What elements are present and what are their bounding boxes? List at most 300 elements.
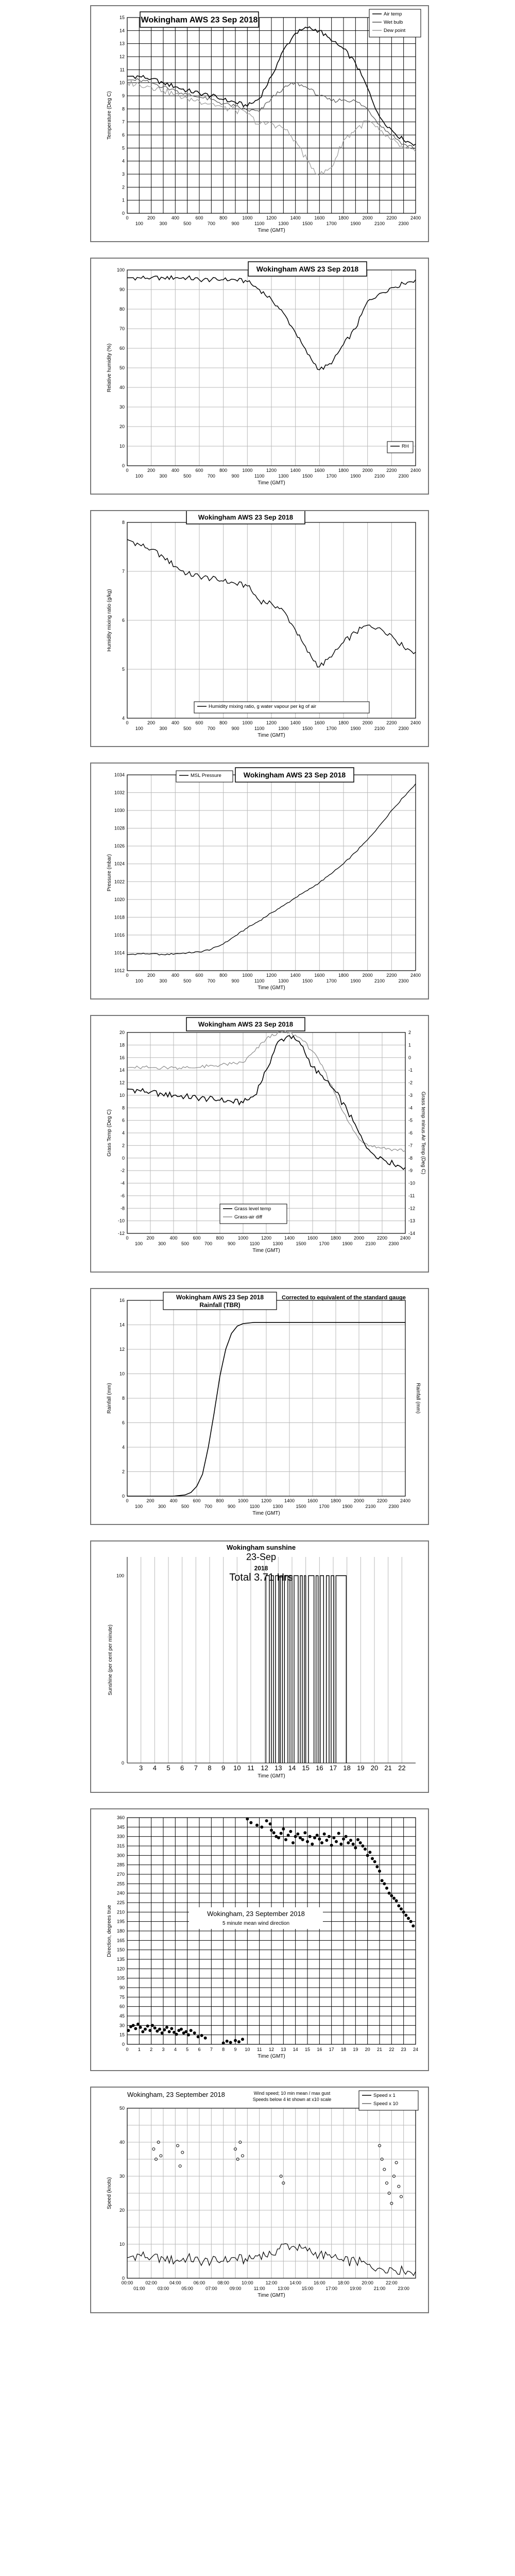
y2-tick-label: -4 bbox=[408, 1105, 413, 1111]
x-tick-label: 18 bbox=[343, 1764, 351, 1772]
chart-title: Wokingham AWS 23 Sep 2018 bbox=[256, 264, 359, 273]
y-tick-label: 165 bbox=[116, 1938, 125, 1943]
x-tick-label: 1400 bbox=[290, 215, 301, 221]
direction-point bbox=[378, 1870, 381, 1873]
direction-point bbox=[265, 1819, 268, 1822]
legend bbox=[369, 9, 421, 37]
x-tick-label: 500 bbox=[183, 978, 192, 984]
direction-point bbox=[296, 1833, 299, 1836]
direction-point bbox=[280, 1832, 283, 1835]
direction-point bbox=[364, 1848, 367, 1851]
x-tick-label: 1200 bbox=[261, 1235, 272, 1241]
x-tick-label: 9 bbox=[221, 1764, 226, 1772]
x-axis-label: Time (GMT) bbox=[258, 985, 285, 991]
x-tick-label: 23:00 bbox=[398, 2286, 409, 2291]
x-tick-label: 1900 bbox=[350, 473, 361, 479]
x-tick-label: 18:00 bbox=[337, 2280, 350, 2285]
x-tick-label: 300 bbox=[159, 726, 167, 731]
x-tick-label: 3 bbox=[139, 1764, 143, 1772]
direction-point bbox=[294, 1835, 297, 1838]
x-tick-label: 23 bbox=[401, 2047, 406, 2052]
direction-point bbox=[383, 1882, 386, 1885]
x-tick-label: 15 bbox=[302, 1764, 310, 1772]
direction-point bbox=[368, 1851, 371, 1854]
y-tick-label: 30 bbox=[119, 404, 125, 410]
y-tick-label: 50 bbox=[119, 2106, 125, 2111]
x-tick-label: 1300 bbox=[278, 726, 289, 731]
direction-point bbox=[349, 1839, 352, 1842]
direction-point bbox=[342, 1838, 345, 1841]
direction-point bbox=[260, 1825, 263, 1828]
direction-point bbox=[371, 1857, 374, 1860]
direction-point bbox=[411, 1924, 415, 1927]
y-tick-label: 6 bbox=[122, 132, 125, 138]
y-axis-label: Relative humidity (%) bbox=[107, 343, 112, 393]
x-tick-label: 900 bbox=[227, 1504, 236, 1509]
direction-point bbox=[187, 2033, 190, 2037]
chart-subtitle-2: Speeds below 4 kt shown at x10 scale bbox=[252, 2097, 332, 2102]
x-tick-label: 2000 bbox=[362, 973, 373, 978]
direction-point bbox=[404, 1913, 407, 1917]
y2-tick-label: -13 bbox=[408, 1218, 416, 1224]
y-tick-label: 11 bbox=[119, 67, 125, 73]
x-tick-label: 0 bbox=[126, 1235, 129, 1241]
y-tick-label: 1022 bbox=[114, 879, 125, 885]
direction-point bbox=[388, 1892, 391, 1895]
y-tick-label: 1 bbox=[122, 197, 125, 203]
gridlines bbox=[127, 1300, 405, 1496]
x-tick-label: 2400 bbox=[410, 468, 421, 473]
x-tick-label: 1600 bbox=[307, 1498, 318, 1503]
x-tick-label: 100 bbox=[134, 1241, 143, 1246]
direction-point bbox=[400, 1907, 403, 1910]
x-tick-label: 21 bbox=[376, 2047, 383, 2052]
x-tick-label: 600 bbox=[195, 720, 203, 725]
direction-point bbox=[306, 1840, 309, 1843]
direction-point bbox=[337, 1832, 340, 1835]
x-tick-label: 300 bbox=[159, 978, 167, 984]
x-tick-label: 16 bbox=[316, 1764, 323, 1772]
x-tick-label: 2300 bbox=[388, 1241, 399, 1246]
x-tick-label: 03:00 bbox=[157, 2286, 169, 2291]
direction-point bbox=[397, 1904, 400, 1907]
x-tick-label: 100 bbox=[135, 978, 143, 984]
y-tick-label: 14 bbox=[119, 28, 125, 33]
y2-tick-label: -10 bbox=[408, 1180, 416, 1186]
x-tick-label: 700 bbox=[207, 221, 215, 226]
x-tick-label: 1600 bbox=[314, 468, 325, 473]
direction-point bbox=[311, 1842, 314, 1845]
y-tick-label: 315 bbox=[116, 1843, 125, 1849]
direction-point bbox=[409, 1920, 413, 1923]
y-tick-label: 20 bbox=[119, 424, 125, 429]
x-tick-label: 20 bbox=[365, 2047, 370, 2052]
x-tick-label: 200 bbox=[147, 973, 156, 978]
x-tick-label: 1800 bbox=[330, 1498, 341, 1503]
x-tick-label: 2000 bbox=[362, 215, 373, 221]
y2-tick-label: -6 bbox=[408, 1130, 413, 1136]
y-tick-label: 13 bbox=[119, 41, 125, 46]
direction-point bbox=[200, 2034, 203, 2037]
direction-point bbox=[184, 2030, 187, 2033]
direction-point bbox=[395, 1899, 398, 1902]
x-tick-label: 10 bbox=[245, 2047, 250, 2052]
x-tick-label: 700 bbox=[204, 1504, 213, 1509]
wind-direction-chart bbox=[91, 1809, 428, 2070]
x-tick-label: 17:00 bbox=[325, 2286, 337, 2291]
x-tick-label: 1300 bbox=[272, 1504, 283, 1509]
direction-point bbox=[282, 1827, 285, 1831]
x-tick-label: 300 bbox=[158, 1504, 166, 1509]
x-tick-label: 500 bbox=[183, 473, 192, 479]
direction-point bbox=[127, 2029, 130, 2032]
y-tick-label: 4 bbox=[122, 158, 125, 164]
x-tick-label: 04:00 bbox=[169, 2280, 181, 2285]
x-tick-label: 2400 bbox=[410, 973, 421, 978]
legend-box bbox=[387, 442, 413, 453]
y-tick-label: 3 bbox=[122, 172, 125, 177]
direction-point bbox=[204, 2037, 207, 2040]
x-tick-label: 15:00 bbox=[301, 2286, 314, 2291]
x-tick-label: 2000 bbox=[362, 720, 373, 725]
x-tick-label: 1500 bbox=[296, 1504, 306, 1509]
y-tick-label: 16 bbox=[119, 1298, 125, 1303]
y2-tick-label: -12 bbox=[408, 1206, 416, 1211]
mixing-ratio-chart bbox=[91, 511, 428, 746]
x-tick-label: 200 bbox=[146, 1235, 154, 1241]
direction-point bbox=[241, 2038, 244, 2041]
direction-point bbox=[161, 2031, 164, 2035]
legend-entry: Air temp bbox=[384, 11, 402, 17]
x-tick-label: 1000 bbox=[242, 973, 253, 978]
y-tick-label: 1032 bbox=[114, 790, 125, 795]
y-tick-label: 50 bbox=[119, 365, 125, 370]
x-tick-label: 1700 bbox=[326, 221, 337, 226]
direction-point bbox=[165, 2026, 168, 2029]
y2-axis-label: Grass temp minus Air Temp (Deg C) bbox=[420, 1091, 426, 1175]
legend-entry: Humidity mixing ratio, g water vapour per kg of air bbox=[209, 704, 317, 709]
x-tick-label: 18 bbox=[340, 2047, 347, 2052]
x-tick-label: 800 bbox=[219, 973, 228, 978]
x-tick-label: 900 bbox=[227, 1241, 236, 1246]
y2-tick-label: 0 bbox=[408, 1055, 411, 1060]
y2-tick-label: -11 bbox=[408, 1193, 415, 1198]
y2-tick-label: 1 bbox=[408, 1042, 411, 1048]
speed-x10-point bbox=[242, 2155, 244, 2157]
x-tick-label: 2 bbox=[150, 2047, 153, 2052]
sunshine-period bbox=[271, 1575, 273, 1763]
x-tick-label: 14:00 bbox=[289, 2280, 301, 2285]
x-tick-label: 200 bbox=[147, 468, 156, 473]
direction-point bbox=[173, 2031, 176, 2034]
speed-x10-point bbox=[386, 2182, 388, 2184]
x-tick-label: 15 bbox=[304, 2047, 311, 2052]
x-axis-label: Time (GMT) bbox=[252, 1511, 280, 1516]
x-tick-label: 1100 bbox=[249, 1241, 260, 1246]
sunshine-chart bbox=[91, 1541, 428, 1792]
pressure-chart-panel bbox=[90, 762, 429, 999]
x-tick-label: 200 bbox=[147, 720, 156, 725]
x-tick-label: 4 bbox=[152, 1764, 157, 1772]
direction-point bbox=[146, 2025, 149, 2028]
x-tick-label: 1700 bbox=[319, 1504, 330, 1509]
y-tick-label: 90 bbox=[119, 287, 125, 292]
y-axis-label: Rainfall (mm) bbox=[107, 1383, 112, 1414]
x-tick-label: 06:00 bbox=[193, 2280, 205, 2285]
y-tick-label: 12 bbox=[119, 54, 125, 59]
x-tick-label: 11 bbox=[247, 1764, 254, 1772]
y-tick-label: 0 bbox=[122, 463, 125, 468]
direction-point bbox=[180, 2028, 183, 2031]
sunshine-period bbox=[294, 1575, 298, 1763]
x-tick-label: 2400 bbox=[410, 215, 421, 221]
sunshine-period bbox=[284, 1575, 288, 1763]
sunshine-period bbox=[320, 1575, 324, 1763]
y-tick-label: 10 bbox=[119, 2242, 125, 2247]
y-tick-label: 4 bbox=[122, 1130, 125, 1136]
x-tick-label: 900 bbox=[231, 978, 239, 984]
y-tick-label: 80 bbox=[119, 307, 125, 312]
x-tick-label: 1300 bbox=[278, 978, 289, 984]
y-tick-label: 60 bbox=[119, 2004, 125, 2009]
direction-point bbox=[132, 2024, 135, 2027]
y-tick-label: 180 bbox=[116, 1928, 125, 1934]
y-tick-label: 8 bbox=[122, 1396, 125, 1401]
x-tick-label: 1600 bbox=[314, 973, 325, 978]
direction-point bbox=[246, 1817, 249, 1820]
x-axis-label: Time (GMT) bbox=[258, 2293, 285, 2298]
chart-title: Wokingham AWS 23 Sep 2018 bbox=[198, 1020, 294, 1028]
chart-title: Wokingham AWS 23 Sep 2018 bbox=[198, 513, 294, 521]
y2-tick-label: -8 bbox=[408, 1155, 413, 1161]
y-tick-label: 285 bbox=[116, 1862, 125, 1868]
chart-title: Wokingham AWS 23 Sep 2018 bbox=[141, 15, 258, 25]
y-tick-label: 5 bbox=[122, 667, 125, 672]
y-tick-label: 9 bbox=[122, 93, 125, 98]
x-tick-label: 2000 bbox=[353, 1498, 365, 1503]
legend-entry: Grass-air diff bbox=[234, 1214, 263, 1220]
x-tick-label: 800 bbox=[216, 1498, 224, 1503]
direction-point bbox=[316, 1834, 319, 1837]
x-tick-label: 1100 bbox=[254, 978, 265, 984]
x-tick-label: 20 bbox=[370, 1764, 379, 1772]
direction-point bbox=[134, 2027, 137, 2030]
y-tick-label: 7 bbox=[122, 569, 125, 574]
y-tick-label: 45 bbox=[119, 2013, 125, 2019]
y-tick-label: 10 bbox=[119, 444, 125, 449]
legend-entry: MSL Pressure bbox=[191, 773, 221, 778]
gridlines bbox=[127, 1032, 405, 1233]
x-tick-label: 2200 bbox=[386, 215, 397, 221]
x-tick-label: 9 bbox=[234, 2047, 237, 2052]
humidity-chart-panel bbox=[90, 258, 429, 495]
x-tick-label: 00:00 bbox=[121, 2280, 133, 2285]
x-tick-label: 2300 bbox=[398, 726, 409, 731]
sunshine-period bbox=[266, 1575, 269, 1763]
legend bbox=[387, 442, 413, 453]
x-tick-label: 7 bbox=[210, 2047, 213, 2052]
x-tick-label: 1400 bbox=[284, 1235, 295, 1241]
direction-point bbox=[291, 1841, 295, 1844]
chart-title: Wokingham AWS 23 Sep 2018 bbox=[243, 770, 346, 779]
x-tick-label: 1000 bbox=[242, 215, 253, 221]
x-axis-label: Time (GMT) bbox=[258, 2054, 285, 2059]
direction-point bbox=[347, 1841, 350, 1844]
x-tick-label: 05:00 bbox=[181, 2286, 193, 2291]
x-tick-label: 2300 bbox=[398, 221, 409, 226]
direction-point bbox=[168, 2030, 171, 2033]
direction-point bbox=[284, 1838, 287, 1841]
y-axis-label: Pressure (mbar) bbox=[107, 854, 112, 892]
y-tick-label: 100 bbox=[116, 1573, 124, 1579]
x-tick-label: 500 bbox=[181, 1241, 190, 1246]
rainfall-chart bbox=[91, 1289, 428, 1524]
y2-axis-label: Rainfall (mm) bbox=[415, 1383, 421, 1414]
y-tick-label: 10 bbox=[119, 80, 125, 86]
y-tick-label: 100 bbox=[116, 267, 125, 273]
x-tick-label: 0 bbox=[126, 215, 129, 221]
wind-speed-chart-panel bbox=[90, 2087, 429, 2313]
y-tick-label: 195 bbox=[116, 1919, 125, 1924]
x-tick-label: 1700 bbox=[319, 1241, 330, 1246]
y-tick-label: 1034 bbox=[114, 772, 125, 777]
mixing-ratio-chart-panel bbox=[90, 510, 429, 747]
x-tick-label: 2100 bbox=[374, 221, 385, 226]
x-tick-label: 1000 bbox=[237, 1235, 249, 1241]
x-tick-label: 1400 bbox=[290, 973, 301, 978]
speed-x10-point bbox=[398, 2185, 400, 2188]
legend bbox=[359, 2091, 418, 2110]
chart-total: Total 3.71 Hrs bbox=[229, 1572, 293, 1583]
legend-entry: Speed x 10 bbox=[373, 2101, 399, 2107]
x-tick-label: 5 bbox=[186, 2047, 189, 2052]
x-tick-label: 600 bbox=[193, 1235, 201, 1241]
x-tick-label: 100 bbox=[135, 473, 143, 479]
y-tick-label: 15 bbox=[119, 15, 125, 20]
x-tick-label: 2100 bbox=[374, 473, 385, 479]
sunshine-period bbox=[300, 1575, 302, 1763]
x-tick-label: 4 bbox=[174, 2047, 177, 2052]
y-tick-label: 6 bbox=[122, 1117, 125, 1123]
direction-point bbox=[234, 2039, 237, 2042]
y-tick-label: -4 bbox=[120, 1180, 125, 1186]
gridlines bbox=[127, 1818, 416, 2044]
legend bbox=[194, 702, 369, 713]
y-tick-label: 0 bbox=[121, 1760, 124, 1766]
direction-point bbox=[313, 1836, 316, 1839]
x-tick-label: 2200 bbox=[386, 468, 397, 473]
y-tick-label: 5 bbox=[122, 145, 125, 151]
direction-point bbox=[156, 2029, 159, 2032]
y-axis-label: Direction, degrees true bbox=[107, 1905, 112, 1957]
direction-point bbox=[175, 2032, 178, 2036]
x-tick-label: 200 bbox=[147, 215, 156, 221]
grass-temp-chart bbox=[91, 1016, 428, 1272]
y-tick-label: 1020 bbox=[114, 896, 125, 902]
x-tick-label: 700 bbox=[204, 1241, 213, 1246]
direction-point bbox=[193, 2031, 196, 2035]
y-tick-label: 1026 bbox=[114, 843, 125, 849]
direction-point bbox=[163, 2028, 166, 2031]
legend-entry: Grass level temp bbox=[234, 1206, 271, 1212]
direction-point bbox=[139, 2026, 142, 2029]
x-tick-label: 19:00 bbox=[350, 2286, 362, 2291]
direction-point bbox=[170, 2027, 173, 2030]
chart-title: Wokingham, 23 September 2018 bbox=[127, 2091, 225, 2098]
y-axis-label: Humidity mixing ratio (g/kg) bbox=[107, 589, 112, 652]
y-tick-label: 210 bbox=[116, 1909, 125, 1915]
y2-tick-label: -9 bbox=[408, 1168, 413, 1174]
wind-speed-chart bbox=[91, 2088, 428, 2312]
x-tick-label: 08:00 bbox=[217, 2280, 229, 2285]
x-tick-label: 1000 bbox=[242, 720, 253, 725]
direction-point bbox=[197, 2035, 200, 2038]
x-tick-label: 11 bbox=[256, 2047, 262, 2052]
x-tick-label: 0 bbox=[126, 720, 129, 725]
direction-point bbox=[190, 2029, 193, 2032]
direction-point bbox=[144, 2028, 147, 2031]
y-tick-label: 30 bbox=[119, 2023, 125, 2028]
y-tick-label: 4 bbox=[122, 1445, 125, 1450]
chart-date: 23-Sep bbox=[246, 1552, 277, 1562]
direction-point bbox=[332, 1836, 335, 1839]
direction-point bbox=[141, 2030, 144, 2033]
x-tick-label: 2200 bbox=[386, 720, 397, 725]
y-tick-label: 2 bbox=[122, 1469, 125, 1475]
x-tick-label: 600 bbox=[193, 1498, 201, 1503]
grass-temp-chart-panel bbox=[90, 1015, 429, 1273]
y-tick-label: 8 bbox=[122, 1105, 125, 1111]
temperature-chart bbox=[91, 6, 428, 241]
x-tick-label: 1200 bbox=[266, 973, 277, 978]
x-tick-label: 1900 bbox=[342, 1241, 353, 1246]
x-tick-label: 20:00 bbox=[362, 2280, 373, 2285]
x-tick-label: 1200 bbox=[266, 468, 277, 473]
direction-point bbox=[335, 1840, 338, 1843]
x-tick-label: 600 bbox=[195, 973, 203, 978]
x-tick-label: 900 bbox=[231, 473, 239, 479]
y-tick-label: 135 bbox=[116, 1957, 125, 1962]
y-tick-label: 2 bbox=[122, 1143, 125, 1148]
direction-point bbox=[407, 1917, 410, 1920]
x-tick-label: 700 bbox=[207, 978, 215, 984]
x-tick-label: 8 bbox=[208, 1764, 212, 1772]
direction-point bbox=[237, 2040, 241, 2043]
y-tick-label: 255 bbox=[116, 1881, 125, 1887]
direction-point bbox=[339, 1842, 342, 1845]
x-tick-label: 800 bbox=[216, 1235, 224, 1241]
x-tick-label: 2200 bbox=[376, 1235, 388, 1241]
direction-point bbox=[356, 1838, 359, 1841]
y-tick-label: -10 bbox=[117, 1218, 125, 1224]
x-tick-label: 13:00 bbox=[278, 2286, 289, 2291]
y-tick-label: 150 bbox=[116, 1947, 125, 1953]
x-tick-label: 1100 bbox=[254, 726, 265, 731]
y-tick-label: 0 bbox=[122, 1494, 125, 1499]
x-tick-label: 400 bbox=[169, 1498, 178, 1503]
direction-point bbox=[226, 2040, 229, 2043]
x-tick-label: 400 bbox=[171, 973, 179, 978]
y-tick-label: 10 bbox=[119, 1371, 125, 1377]
x-tick-label: 500 bbox=[183, 726, 192, 731]
x-tick-label: 400 bbox=[171, 468, 179, 473]
x-tick-label: 19 bbox=[357, 1764, 365, 1772]
x-tick-label: 12 bbox=[261, 1764, 268, 1772]
y2-tick-label: 2 bbox=[408, 1030, 411, 1035]
y-axis-label: Speed (knots) bbox=[107, 2177, 112, 2210]
legend-entry: Wet bulb bbox=[384, 20, 403, 25]
x-tick-label: 10:00 bbox=[242, 2280, 253, 2285]
